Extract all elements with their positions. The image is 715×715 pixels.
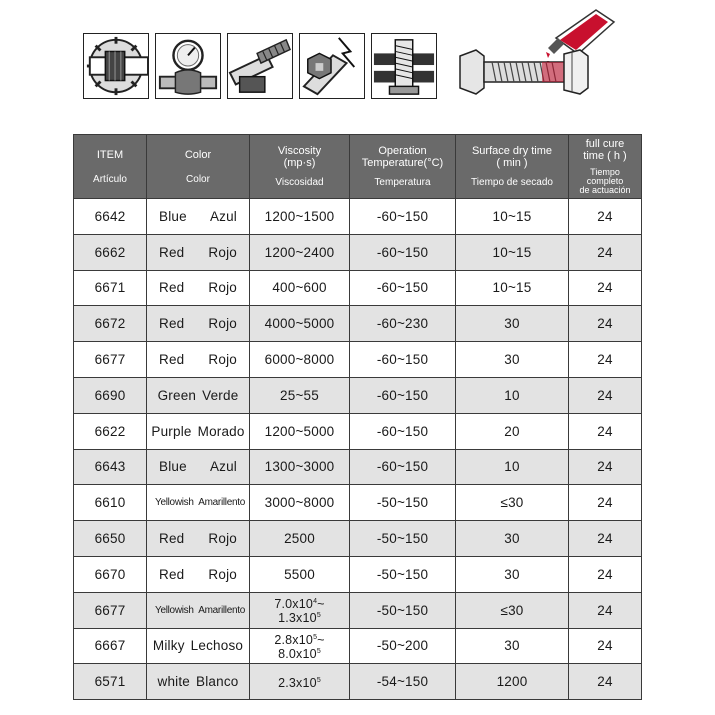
color-cell	[147, 521, 250, 557]
header-en-unit: (mp·s)	[283, 157, 316, 169]
color-cell	[147, 664, 250, 700]
item-cell: 6610	[74, 485, 147, 521]
viscosity-value	[252, 675, 347, 689]
bolt-nut-icon	[299, 33, 365, 99]
dry-time-cell: 30	[456, 306, 569, 342]
color-en: Red	[159, 244, 185, 260]
color-es: Rojo	[208, 352, 237, 368]
viscosity-range-sep: ~	[317, 597, 325, 612]
viscosity-base: 7.0x10	[274, 597, 314, 612]
color-pair	[149, 388, 247, 403]
color-es: Rojo	[208, 316, 237, 332]
color-es: Azul	[209, 208, 237, 224]
temperature-cell: -60~150	[350, 234, 456, 270]
adhesive-bottle-bolt-illustration	[456, 8, 616, 108]
color-pair	[149, 531, 247, 546]
dry-time-cell: 30	[456, 342, 569, 378]
color-es: Rojo	[208, 244, 237, 260]
temperature-cell: -50~150	[350, 592, 456, 628]
table-row	[74, 592, 642, 628]
table-row	[74, 413, 642, 449]
item-cell: 6571	[74, 664, 147, 700]
item-cell: 6662	[74, 234, 147, 270]
viscosity-range-sep: ~	[317, 632, 325, 647]
header-es-label: Artículo	[93, 173, 127, 185]
header-color	[147, 135, 250, 199]
color-en: Milky	[152, 638, 185, 654]
dry-time-cell: 30	[456, 556, 569, 592]
temperature-cell: -54~150	[350, 664, 456, 700]
cure-time-cell: 24	[569, 234, 642, 270]
color-cell	[147, 628, 250, 664]
viscosity-cell	[250, 592, 350, 628]
color-cell	[147, 556, 250, 592]
viscosity-exponent: 5	[316, 612, 321, 620]
table-body	[74, 199, 642, 700]
viscosity-cell: 1300~3000	[250, 449, 350, 485]
table-header-row	[74, 135, 642, 199]
dry-time-cell: 10	[456, 377, 569, 413]
viscosity-value	[252, 632, 347, 646]
dry-time-cell: 20	[456, 413, 569, 449]
temperature-cell: -50~150	[350, 556, 456, 592]
color-pair	[149, 209, 247, 224]
dry-time-cell: 30	[456, 521, 569, 557]
color-pair	[149, 605, 247, 616]
table-row	[74, 556, 642, 592]
viscosity-cell: 2500	[250, 521, 350, 557]
color-en: Yellowish	[155, 604, 194, 616]
temperature-cell: -60~150	[350, 377, 456, 413]
item-cell: 6667	[74, 628, 147, 664]
table-row	[74, 664, 642, 700]
dry-time-cell: 30	[456, 628, 569, 664]
cure-time-cell: 24	[569, 199, 642, 235]
viscosity-exponent: 4	[313, 598, 318, 606]
viscosity-value	[252, 610, 347, 624]
header-es-label: Tiempo completo	[586, 167, 624, 186]
color-cell	[147, 270, 250, 306]
application-icons-row	[0, 0, 715, 115]
threaded-pipe-icon	[227, 33, 293, 99]
header-es-label: Viscosidad	[275, 177, 324, 188]
temperature-cell: -60~150	[350, 270, 456, 306]
viscosity-cell: 400~600	[250, 270, 350, 306]
color-en: Purple	[151, 423, 192, 439]
viscosity-cell	[250, 664, 350, 700]
item-cell: 6690	[74, 377, 147, 413]
color-es: Blanco	[196, 674, 239, 690]
dry-time-cell: 1200	[456, 664, 569, 700]
color-en: Red	[159, 316, 185, 332]
viscosity-cell: 4000~5000	[250, 306, 350, 342]
viscosity-exponent: 5	[313, 633, 318, 641]
cure-time-cell: 24	[569, 306, 642, 342]
header-item	[74, 135, 147, 199]
color-en: white	[157, 674, 191, 690]
viscosity-cell: 5500	[250, 556, 350, 592]
item-cell: 6650	[74, 521, 147, 557]
nut-icon	[564, 50, 588, 94]
color-pair	[149, 316, 247, 331]
color-pair	[149, 245, 247, 260]
temperature-cell: -60~150	[350, 342, 456, 378]
dry-time-cell: 10~15	[456, 270, 569, 306]
header-es-label: Tiempo de secado	[471, 177, 553, 188]
color-en: Red	[159, 531, 185, 547]
cure-time-cell: 24	[569, 342, 642, 378]
header-es-label: Color	[186, 173, 210, 185]
color-en: Red	[159, 566, 185, 582]
viscosity-cell: 1200~5000	[250, 413, 350, 449]
item-cell: 6622	[74, 413, 147, 449]
viscosity-base: 8.0x10	[278, 646, 317, 661]
header-en-label: full cure	[585, 138, 625, 150]
color-en: Blue	[159, 459, 187, 475]
viscosity-cell: 1200~1500	[250, 199, 350, 235]
cure-time-cell: 24	[569, 664, 642, 700]
color-pair	[149, 280, 247, 295]
color-es: Morado	[197, 423, 245, 439]
table-row	[74, 485, 642, 521]
color-cell	[147, 234, 250, 270]
color-pair	[149, 674, 247, 689]
flange-bolt-icon	[371, 33, 437, 99]
header-en-label: Viscosity	[277, 145, 322, 157]
temperature-cell: -50~150	[350, 485, 456, 521]
header-temperature	[350, 135, 456, 199]
table-row	[74, 342, 642, 378]
color-cell	[147, 342, 250, 378]
color-cell	[147, 485, 250, 521]
color-en: Red	[159, 352, 185, 368]
cure-time-cell: 24	[569, 485, 642, 521]
product-spec-table	[73, 134, 642, 700]
viscosity-base: 2.8x10	[274, 632, 314, 647]
cure-time-cell: 24	[569, 270, 642, 306]
dry-time-cell: 10~15	[456, 199, 569, 235]
temperature-cell: -60~230	[350, 306, 456, 342]
header-en-label: Operation	[378, 145, 427, 157]
header-en-unit: time ( h )	[583, 150, 627, 162]
item-cell: 6677	[74, 592, 147, 628]
table-row	[74, 234, 642, 270]
color-pair	[149, 497, 247, 508]
color-cell	[147, 377, 250, 413]
viscosity-cell: 25~55	[250, 377, 350, 413]
dry-time-cell: 10~15	[456, 234, 569, 270]
temperature-cell: -60~150	[350, 199, 456, 235]
header-es-label: Temperatura	[374, 177, 431, 188]
color-cell	[147, 306, 250, 342]
table-row	[74, 628, 642, 664]
header-surface-dry-time	[456, 135, 569, 199]
color-pair	[149, 424, 247, 439]
color-es: Azul	[209, 459, 237, 475]
item-cell: 6643	[74, 449, 147, 485]
cure-time-cell: 24	[569, 592, 642, 628]
dry-time-cell: 10	[456, 449, 569, 485]
table-row	[74, 377, 642, 413]
color-cell	[147, 199, 250, 235]
color-en: Green	[157, 387, 197, 403]
item-cell: 6671	[74, 270, 147, 306]
viscosity-base: 1.3x10	[278, 611, 317, 626]
color-es: Rojo	[208, 280, 237, 296]
header-en-unit: Temperature(°C)	[361, 157, 444, 169]
dry-time-cell: ≤30	[456, 485, 569, 521]
viscosity-exponent: 5	[316, 676, 321, 684]
viscosity-exponent: 5	[316, 647, 321, 655]
viscosity-cell: 6000~8000	[250, 342, 350, 378]
saw-blade-icon	[83, 33, 149, 99]
table-row	[74, 306, 642, 342]
cure-time-cell: 24	[569, 449, 642, 485]
item-cell: 6670	[74, 556, 147, 592]
color-pair	[149, 459, 247, 474]
color-en: Blue	[159, 208, 187, 224]
color-cell	[147, 592, 250, 628]
temperature-cell: -50~150	[350, 521, 456, 557]
cure-time-cell: 24	[569, 556, 642, 592]
temperature-cell: -60~150	[350, 449, 456, 485]
header-en-unit: ( min )	[496, 157, 528, 169]
viscosity-cell: 3000~8000	[250, 485, 350, 521]
header-viscosity	[250, 135, 350, 199]
cure-time-cell: 24	[569, 377, 642, 413]
viscosity-base: 2.3x10	[278, 675, 317, 690]
color-es: Verde	[202, 387, 239, 403]
color-es: Amarillento	[198, 604, 245, 616]
bolt-icon	[460, 50, 566, 94]
color-cell	[147, 449, 250, 485]
viscosity-value	[252, 596, 347, 610]
table-row	[74, 199, 642, 235]
table-row	[74, 449, 642, 485]
color-en: Yellowish	[155, 497, 194, 509]
temperature-cell: -60~150	[350, 413, 456, 449]
header-en-label: Surface dry time	[471, 145, 553, 157]
viscosity-value	[252, 646, 347, 660]
color-pair	[149, 638, 247, 653]
cure-time-cell: 24	[569, 628, 642, 664]
color-cell	[147, 413, 250, 449]
color-es: Rojo	[208, 531, 237, 547]
header-en-label: ITEM	[96, 148, 124, 161]
temperature-cell: -50~200	[350, 628, 456, 664]
viscosity-cell: 1200~2400	[250, 234, 350, 270]
table-row	[74, 521, 642, 557]
cure-time-cell: 24	[569, 521, 642, 557]
viscosity-cell	[250, 628, 350, 664]
header-full-cure-time	[569, 135, 642, 199]
table-row	[74, 270, 642, 306]
dry-time-cell: ≤30	[456, 592, 569, 628]
pressure-gauge-icon	[155, 33, 221, 99]
cure-time-cell: 24	[569, 413, 642, 449]
color-es: Rojo	[208, 566, 237, 582]
item-cell: 6642	[74, 199, 147, 235]
color-pair	[149, 352, 247, 367]
item-cell: 6672	[74, 306, 147, 342]
color-es: Amarillento	[198, 497, 245, 509]
color-es: Lechoso	[190, 638, 244, 654]
header-en-label: Color	[184, 148, 212, 161]
header-es-label-2: de actuación	[579, 185, 631, 195]
color-pair	[149, 567, 247, 582]
color-en: Red	[159, 280, 185, 296]
item-cell: 6677	[74, 342, 147, 378]
